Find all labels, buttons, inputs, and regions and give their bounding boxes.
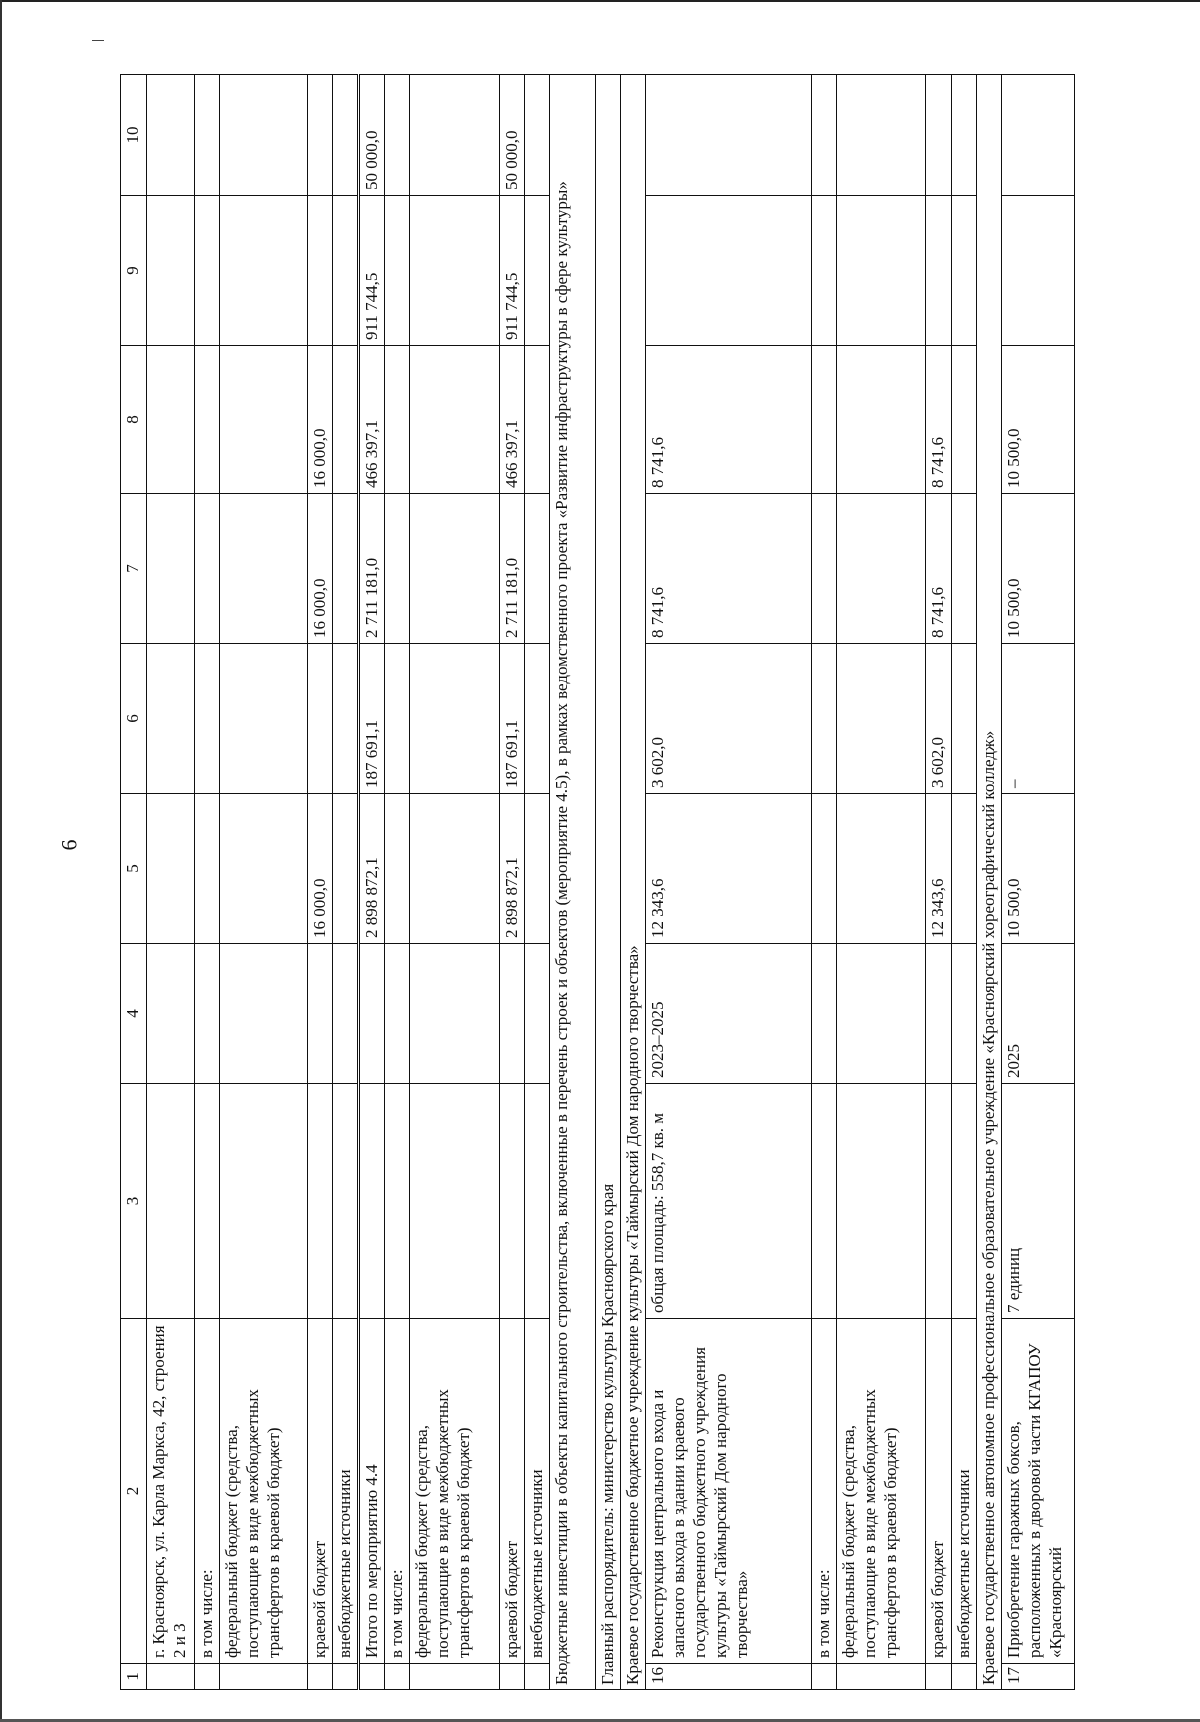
table-cell bbox=[525, 75, 550, 196]
table-cell bbox=[385, 1084, 410, 1319]
table-cell bbox=[359, 1664, 385, 1690]
table-cell bbox=[500, 1084, 525, 1319]
table-cell bbox=[333, 196, 359, 346]
table-cell bbox=[147, 346, 195, 494]
table-cell: 16 000,0 bbox=[308, 346, 333, 494]
table-cell bbox=[385, 944, 410, 1084]
header-cell: 9 bbox=[121, 196, 147, 346]
table-cell bbox=[836, 196, 926, 346]
table-cell bbox=[836, 346, 926, 494]
table-cell bbox=[385, 644, 410, 794]
table-cell: 2 711 181,0 bbox=[359, 494, 385, 644]
table-cell bbox=[811, 1664, 836, 1690]
table-cell bbox=[220, 944, 308, 1084]
table-cell: внебюджетные источники bbox=[525, 1319, 550, 1664]
table-cell bbox=[333, 944, 359, 1084]
section-row bbox=[550, 75, 596, 1690]
table-cell bbox=[1001, 196, 1074, 346]
table-cell: 12 343,6 bbox=[926, 794, 951, 944]
table-cell bbox=[385, 196, 410, 346]
table-cell bbox=[500, 944, 525, 1084]
table-cell: 8 741,6 bbox=[646, 494, 811, 644]
table-cell: 3 602,0 bbox=[926, 644, 951, 794]
table-cell bbox=[410, 944, 500, 1084]
table-cell: 8 741,6 bbox=[926, 346, 951, 494]
table-cell bbox=[811, 794, 836, 944]
table-cell bbox=[220, 794, 308, 944]
table-cell: 3 602,0 bbox=[646, 644, 811, 794]
table-cell: 911 744,5 bbox=[359, 196, 385, 346]
table-cell bbox=[410, 794, 500, 944]
header-cell: 6 bbox=[121, 644, 147, 794]
table-cell: 2025 bbox=[1001, 944, 1074, 1084]
table-row bbox=[926, 75, 951, 1690]
table-cell bbox=[926, 944, 951, 1084]
table-cell bbox=[220, 196, 308, 346]
table-cell: федеральный бюджет (средства, поступающие в виде межбюджетных трансфертов в краевой бюджет) bbox=[836, 1319, 926, 1664]
section-row bbox=[976, 75, 1001, 1690]
table-cell bbox=[525, 346, 550, 494]
budget-table bbox=[120, 74, 1075, 1690]
scan-edge-top bbox=[0, 0, 1200, 2]
table-cell bbox=[220, 75, 308, 196]
table-cell bbox=[147, 75, 195, 196]
table-cell bbox=[147, 494, 195, 644]
table-cell bbox=[811, 1084, 836, 1319]
table-cell bbox=[525, 794, 550, 944]
table-cell bbox=[836, 1664, 926, 1690]
table-cell: 50 000,0 bbox=[359, 75, 385, 196]
table-cell bbox=[195, 494, 220, 644]
table-cell bbox=[951, 944, 976, 1084]
table-cell bbox=[195, 75, 220, 196]
table-cell bbox=[147, 944, 195, 1084]
table-cell: в том числе: bbox=[385, 1319, 410, 1664]
table-cell bbox=[220, 1664, 308, 1690]
table-cell: 16 000,0 bbox=[308, 794, 333, 944]
table-cell bbox=[525, 644, 550, 794]
table-cell: 187 691,1 bbox=[359, 644, 385, 794]
table-cell bbox=[951, 644, 976, 794]
table-cell bbox=[836, 644, 926, 794]
table-cell bbox=[359, 1084, 385, 1319]
table-cell: 12 343,6 bbox=[646, 794, 811, 944]
table-cell bbox=[811, 75, 836, 196]
table-cell bbox=[195, 944, 220, 1084]
table-cell bbox=[220, 346, 308, 494]
table-cell: краевой бюджет bbox=[308, 1319, 333, 1664]
table-cell: Итого по мероприятию 4.4 bbox=[359, 1319, 385, 1664]
table-cell: общая площадь: 558,7 кв. м bbox=[646, 1084, 811, 1319]
table-cell bbox=[836, 75, 926, 196]
table-cell: федеральный бюджет (средства, поступающие в виде межбюджетных трансфертов в краевой бюджет) bbox=[410, 1319, 500, 1664]
header-cell: 2 bbox=[121, 1319, 147, 1664]
table-cell: – bbox=[1001, 644, 1074, 794]
table-cell bbox=[333, 794, 359, 944]
table-cell: 8 741,6 bbox=[646, 346, 811, 494]
header-cell: 5 bbox=[121, 794, 147, 944]
table-cell: Реконструкция центрального входа и запасного выхода в здании краевого государственного бюджетного учреждения культуры «Таймырский Дом народного творчества» bbox=[646, 1319, 811, 1664]
header-cell: 4 bbox=[121, 944, 147, 1084]
table-cell: краевой бюджет bbox=[500, 1319, 525, 1664]
item-row bbox=[646, 75, 811, 1690]
table-cell: в том числе: bbox=[195, 1319, 220, 1664]
table-cell bbox=[410, 1084, 500, 1319]
table-cell bbox=[410, 1664, 500, 1690]
table-cell bbox=[646, 75, 811, 196]
table-cell bbox=[811, 346, 836, 494]
table-cell bbox=[951, 346, 976, 494]
rotated-table-wrapper bbox=[120, 75, 1075, 1690]
table-cell bbox=[195, 196, 220, 346]
table-cell bbox=[308, 1084, 333, 1319]
table-cell bbox=[525, 1664, 550, 1690]
table-cell bbox=[951, 1084, 976, 1319]
table-cell bbox=[951, 75, 976, 196]
table-cell bbox=[385, 1664, 410, 1690]
table-cell: 17 bbox=[1001, 1664, 1074, 1690]
table-cell: федеральный бюджет (средства, поступающие в виде межбюджетных трансфертов в краевой бюджет) bbox=[220, 1319, 308, 1664]
table-cell bbox=[836, 1084, 926, 1319]
table-body bbox=[121, 75, 1075, 1690]
table-cell bbox=[926, 75, 951, 196]
table-row bbox=[951, 75, 976, 1690]
table-cell bbox=[220, 644, 308, 794]
table-row bbox=[308, 75, 333, 1690]
table-cell bbox=[195, 346, 220, 494]
table-cell bbox=[359, 944, 385, 1084]
header-cell: 7 bbox=[121, 494, 147, 644]
table-cell bbox=[385, 75, 410, 196]
table-cell: Краевое государственное бюджетное учреждение культуры «Таймырский Дом народного творчества» bbox=[621, 75, 646, 1690]
table-cell bbox=[147, 794, 195, 944]
table-row bbox=[385, 75, 410, 1690]
table-cell bbox=[220, 494, 308, 644]
table-cell: внебюджетные источники bbox=[951, 1319, 976, 1664]
header-cell: 3 bbox=[121, 1084, 147, 1319]
table-cell: 16 bbox=[646, 1664, 811, 1690]
header-row bbox=[121, 75, 147, 1690]
table-cell bbox=[147, 644, 195, 794]
table-cell bbox=[333, 75, 359, 196]
table-cell: 10 500,0 bbox=[1001, 346, 1074, 494]
table-cell: г. Красноярск, ул. Карла Маркса, 42, строения 2 и 3 bbox=[147, 1319, 195, 1664]
table-cell bbox=[195, 644, 220, 794]
table-cell: 16 000,0 bbox=[308, 494, 333, 644]
table-cell bbox=[951, 196, 976, 346]
table-cell: 10 500,0 bbox=[1001, 794, 1074, 944]
table-cell bbox=[811, 196, 836, 346]
table-row bbox=[525, 75, 550, 1690]
table-cell bbox=[410, 196, 500, 346]
table-cell bbox=[308, 944, 333, 1084]
table-cell: 466 397,1 bbox=[359, 346, 385, 494]
table-cell: 8 741,6 bbox=[926, 494, 951, 644]
table-cell bbox=[195, 1084, 220, 1319]
table-cell bbox=[195, 794, 220, 944]
section-row bbox=[621, 75, 646, 1690]
table-cell bbox=[385, 346, 410, 494]
table-cell: 466 397,1 bbox=[500, 346, 525, 494]
page-number: 6 bbox=[56, 839, 82, 851]
table-cell bbox=[220, 1084, 308, 1319]
table-row bbox=[220, 75, 308, 1690]
table-cell bbox=[333, 644, 359, 794]
table-cell bbox=[951, 1664, 976, 1690]
table-cell: 2 898 872,1 bbox=[359, 794, 385, 944]
section-row bbox=[596, 75, 621, 1690]
table-cell bbox=[410, 346, 500, 494]
table-cell bbox=[836, 794, 926, 944]
table-cell bbox=[926, 196, 951, 346]
table-cell bbox=[525, 494, 550, 644]
table-cell bbox=[1001, 75, 1074, 196]
table-cell bbox=[308, 1664, 333, 1690]
table-row bbox=[500, 75, 525, 1690]
table-cell: Краевое государственное автономное профессиональное образовательное учреждение «Красноярский хореографический колледж» bbox=[976, 75, 1001, 1690]
table-cell bbox=[308, 75, 333, 196]
table-row bbox=[410, 75, 500, 1690]
table-cell bbox=[951, 494, 976, 644]
table-cell: 10 500,0 bbox=[1001, 494, 1074, 644]
table-cell bbox=[333, 494, 359, 644]
table-cell bbox=[951, 794, 976, 944]
table-cell: 2 898 872,1 bbox=[500, 794, 525, 944]
table-cell: 2023–2025 bbox=[646, 944, 811, 1084]
table-cell bbox=[147, 1664, 195, 1690]
table-cell bbox=[195, 1664, 220, 1690]
table-row bbox=[811, 75, 836, 1690]
table-cell: Бюджетные инвестиции в объекты капитального строительства, включенные в перечень строек и объектов (мероприятие 4.5), в рамках ведомственного проекта «Развитие инфраструктуры в сфере культуры» bbox=[550, 75, 596, 1690]
table-cell bbox=[525, 1084, 550, 1319]
table-cell: 2 711 181,0 bbox=[500, 494, 525, 644]
scan-edge-left bbox=[0, 0, 2, 1722]
table-cell bbox=[926, 1664, 951, 1690]
table-cell bbox=[525, 944, 550, 1084]
header-cell: 10 bbox=[121, 75, 147, 196]
table-cell bbox=[385, 494, 410, 644]
table-cell: краевой бюджет bbox=[926, 1319, 951, 1664]
table-cell bbox=[147, 196, 195, 346]
table-cell: 7 единиц bbox=[1001, 1084, 1074, 1319]
table-row bbox=[333, 75, 359, 1690]
scan-mark bbox=[92, 40, 104, 41]
item-row bbox=[1001, 75, 1074, 1690]
table-cell bbox=[410, 644, 500, 794]
table-cell: 187 691,1 bbox=[500, 644, 525, 794]
table-row bbox=[359, 75, 385, 1690]
table-cell bbox=[333, 1664, 359, 1690]
table-cell bbox=[811, 944, 836, 1084]
table-cell: Приобретение гаражных боксов, расположенных в дворовой части КГАПОУ «Красноярский bbox=[1001, 1319, 1074, 1664]
table-cell bbox=[147, 1084, 195, 1319]
table-cell: 911 744,5 bbox=[500, 196, 525, 346]
table-cell bbox=[836, 944, 926, 1084]
table-cell bbox=[500, 1664, 525, 1690]
table-cell bbox=[811, 644, 836, 794]
table-cell bbox=[646, 196, 811, 346]
table-cell: 50 000,0 bbox=[500, 75, 525, 196]
table-cell bbox=[811, 494, 836, 644]
table-cell bbox=[333, 1084, 359, 1319]
table-cell bbox=[410, 494, 500, 644]
table-cell bbox=[333, 346, 359, 494]
table-cell bbox=[410, 75, 500, 196]
table-cell bbox=[385, 794, 410, 944]
table-cell: в том числе: bbox=[811, 1319, 836, 1664]
table-cell bbox=[308, 196, 333, 346]
table-cell bbox=[525, 196, 550, 346]
table-cell: внебюджетные источники bbox=[333, 1319, 359, 1664]
header-cell: 1 bbox=[121, 1664, 147, 1690]
table-cell bbox=[836, 494, 926, 644]
table-cell: Главный распорядитель: министерство культуры Красноярского края bbox=[596, 75, 621, 1690]
table-row bbox=[195, 75, 220, 1690]
table-row bbox=[836, 75, 926, 1690]
table-cell bbox=[308, 644, 333, 794]
table-row bbox=[147, 75, 195, 1690]
header-cell: 8 bbox=[121, 346, 147, 494]
table-cell bbox=[926, 1084, 951, 1319]
